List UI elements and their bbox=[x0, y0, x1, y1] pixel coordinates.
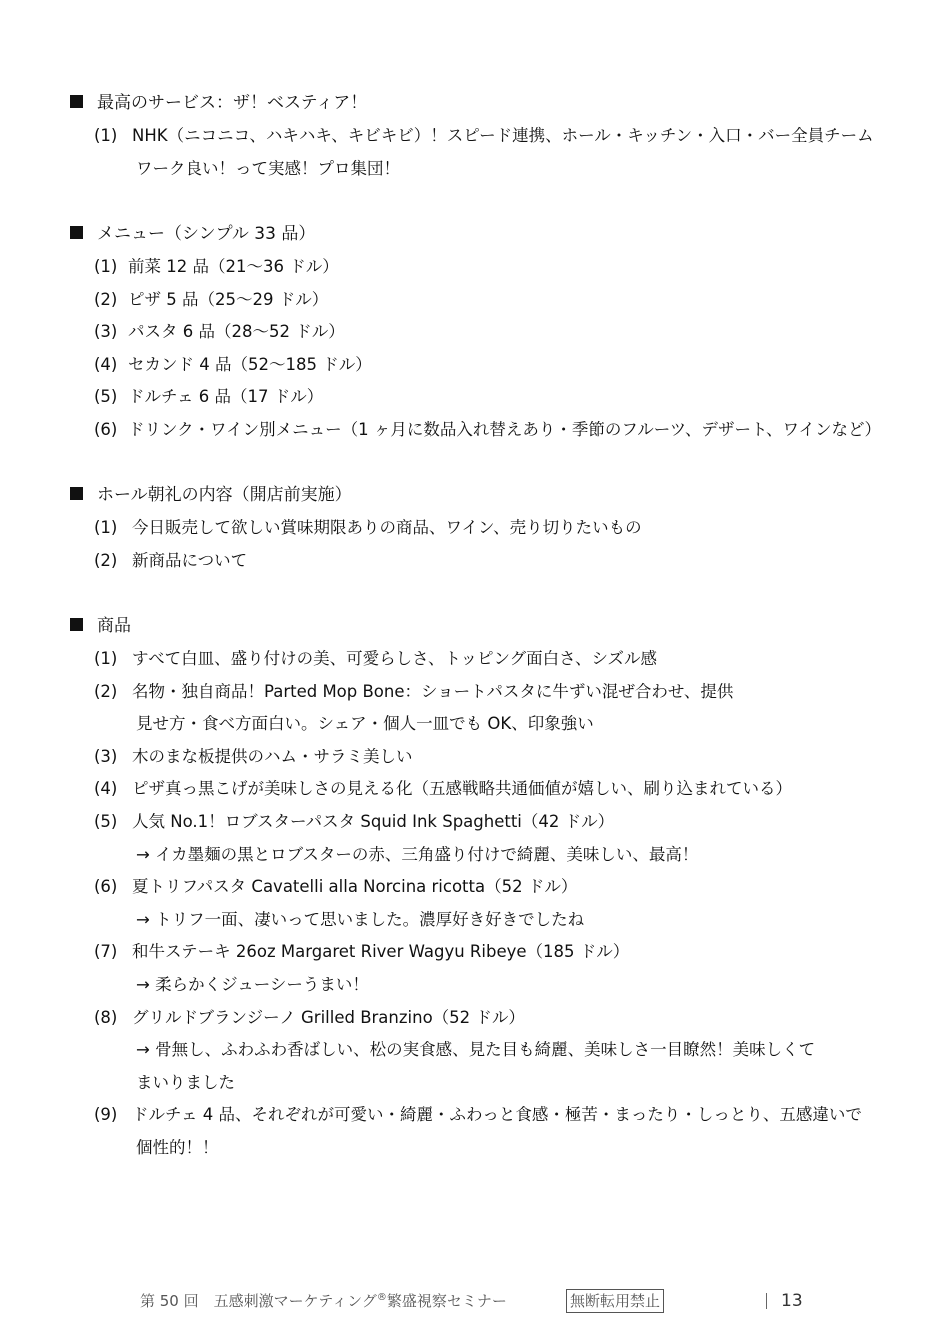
list-item-continuation: → 骨無し、ふわふわ香ばしい、松の実食感、見た目も綺麗、美味しさ一目瞭然！美味しくて bbox=[136, 1040, 816, 1060]
list-item-continuation: → 柔らかくジューシーうまい！ bbox=[136, 974, 369, 994]
section-hall-meeting bbox=[70, 479, 890, 577]
no-reproduction-stamp: 無断転用禁止 bbox=[566, 1289, 664, 1313]
section-products bbox=[70, 610, 890, 1165]
list-item: (3) 木のまな板提供のハム・サラミ美しい bbox=[94, 746, 413, 766]
section-menu bbox=[70, 218, 890, 447]
list-item: (9) ドルチェ 4 品、それぞれが可愛い・綺麗・ふわっと食感・極苦・まったり・しっとり、五感違いで bbox=[94, 1105, 862, 1125]
list-item-continuation: ワーク良い！って実感！プロ集団！ bbox=[136, 158, 400, 178]
list-item: (8) グリルドブランジーノ Grilled Branzino（52 ドル） bbox=[94, 1007, 525, 1027]
list-item: (6) ドリンク・ワイン別メニュー（1 ヶ月に数品入れ替えあり・季節のフルーツ、デザート、ワインなど） bbox=[94, 419, 881, 439]
page-footer bbox=[0, 1285, 940, 1317]
section-heading: ホール朝礼の内容（開店前実施） bbox=[70, 479, 890, 512]
list-item: (2) ピザ 5 品（25～29 ドル） bbox=[94, 289, 329, 309]
list-item: (1) 今日販売して欲しい賞味期限ありの商品、ワイン、売り切りたいもの bbox=[94, 518, 642, 537]
section-service bbox=[70, 87, 890, 185]
list-item: (4) セカンド 4 品（52～185 ドル） bbox=[94, 354, 372, 374]
section-heading: メニュー（シンプル 33 品） bbox=[70, 218, 890, 251]
square-bullet-icon bbox=[70, 95, 83, 108]
registered-mark: ® bbox=[376, 1292, 387, 1303]
square-bullet-icon bbox=[70, 618, 83, 631]
list-item: (7) 和牛ステーキ 26oz Margaret River Wagyu Ribeye（185 ドル） bbox=[94, 942, 630, 962]
section-heading: 商品 bbox=[70, 610, 890, 643]
list-item: (4) ピザ真っ黒こげが美味しさの見える化（五感戦略共通価値が嬉しい、刷り込まれている） bbox=[94, 779, 792, 799]
page-number: 13 bbox=[781, 1291, 803, 1311]
list-item: (3) パスタ 6 品（28～52 ドル） bbox=[94, 322, 345, 342]
list-item: (5) 人気 No.1！ロブスターパスタ Squid Ink Spaghetti（42 ドル） bbox=[94, 811, 615, 831]
list-item-continuation: → イカ墨麺の黒とロブスターの赤、三角盛り付けで綺麗、美味しい、最高！ bbox=[136, 844, 699, 864]
list-item-continuation: 個性的！！ bbox=[136, 1137, 219, 1157]
page-number-divider bbox=[766, 1293, 767, 1309]
square-bullet-icon bbox=[70, 226, 83, 239]
list-item-continuation: まいりました bbox=[136, 1072, 235, 1092]
list-item-continuation: 見せ方・食べ方面白い。シェア・個人一皿でも OK、印象強い bbox=[136, 714, 594, 734]
list-item-continuation: → トリフ一面、凄いって思いました。濃厚好き好きでしたね bbox=[136, 909, 585, 929]
seminar-title: 第 50 回 五感刺激マーケティング®繁盛視察セミナー bbox=[140, 1292, 507, 1310]
list-item: (1) NHK（ニコニコ、ハキハキ、キビキビ）！スピード連携、ホール・キッチン・入口・バー全員チーム bbox=[94, 126, 874, 145]
list-item: (1) 前菜 12 品（21～36 ドル） bbox=[94, 257, 339, 276]
list-item: (6) 夏トリフパスタ Cavatelli alla Norcina ricotta（52 ドル） bbox=[94, 877, 578, 897]
list-item: (2) 名物・独自商品！Parted Mop Bone：ショートパスタに牛ずい混ぜ合わせ、提供 bbox=[94, 681, 734, 701]
section-heading: 最高のサービス：ザ！ベスティア！ bbox=[70, 87, 890, 120]
list-item: (5) ドルチェ 6 品（17 ドル） bbox=[94, 387, 324, 407]
square-bullet-icon bbox=[70, 487, 83, 500]
list-item: (1) すべて白皿、盛り付けの美、可愛らしさ、トッピング面白さ、シズル感 bbox=[94, 649, 658, 668]
list-item: (2) 新商品について bbox=[94, 550, 248, 570]
